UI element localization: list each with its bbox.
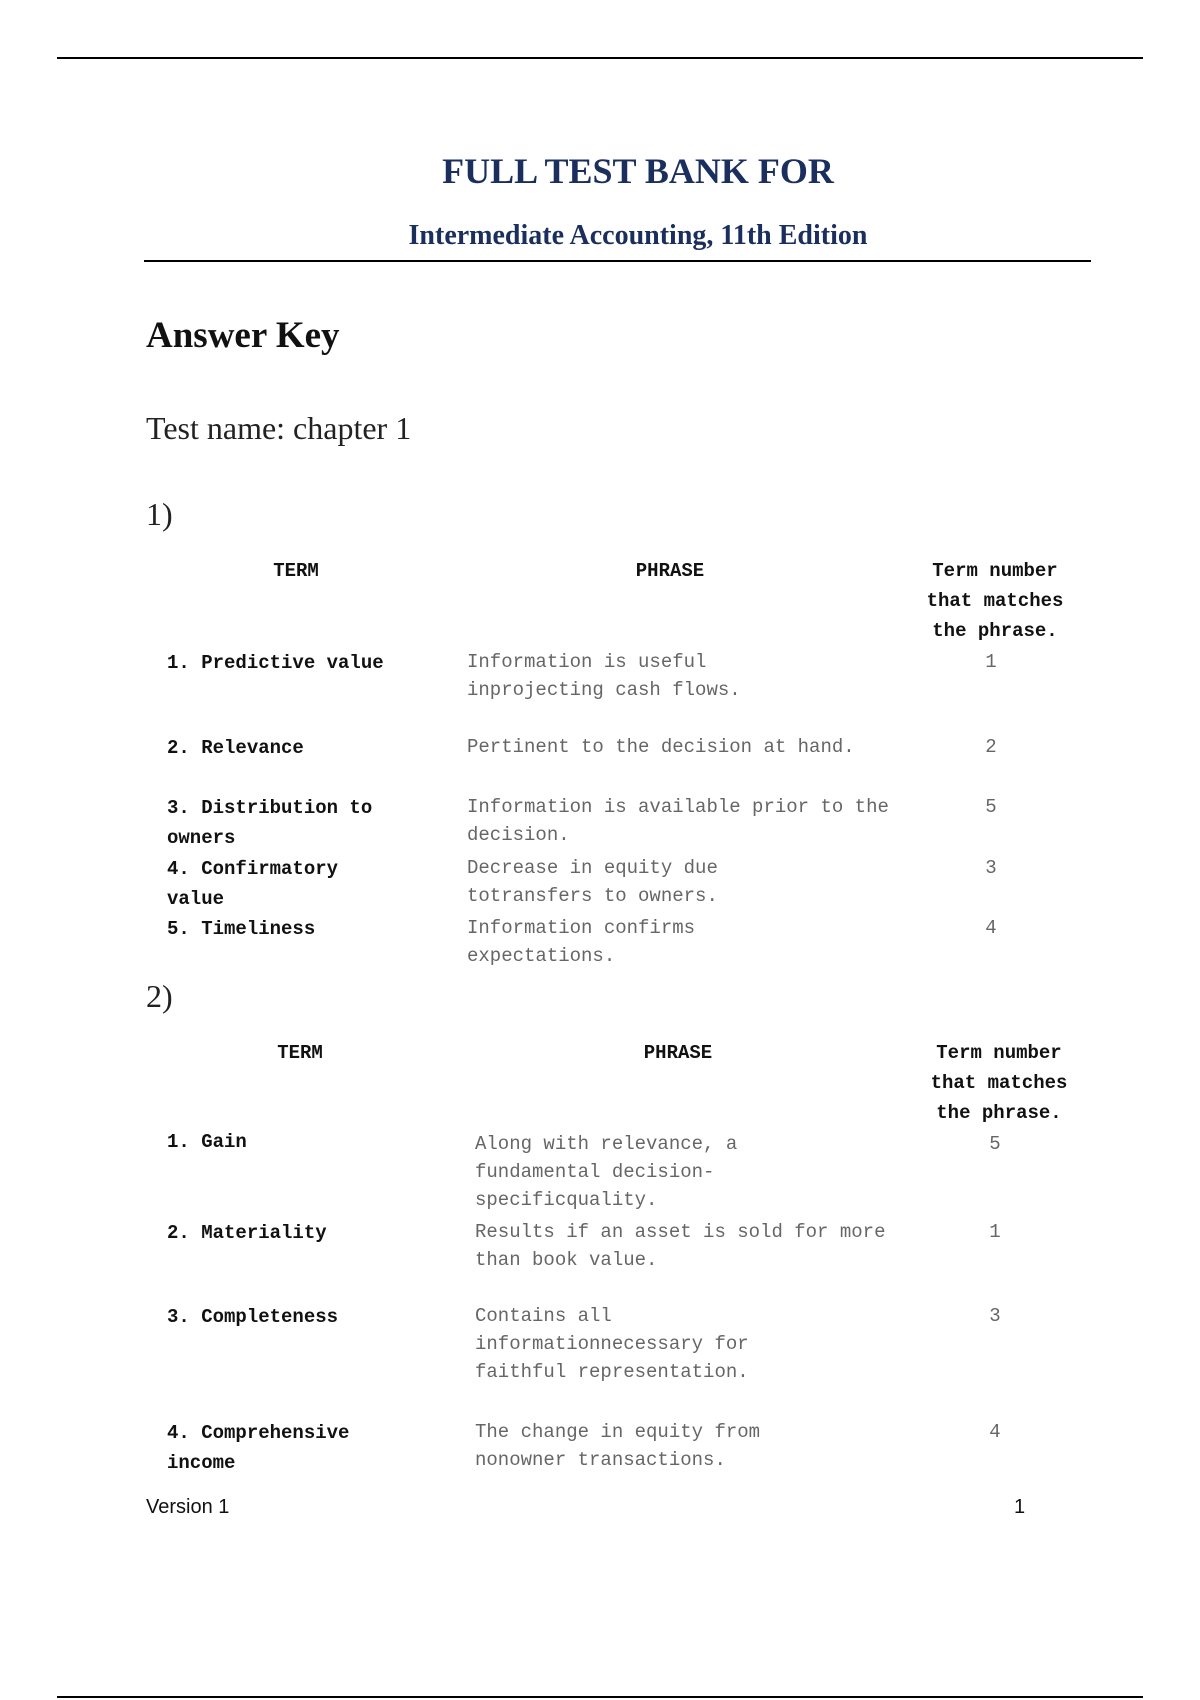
bottom-rule [57,1696,1143,1698]
q1-row-2-term: 2. Relevance [167,737,304,759]
answer-key-heading: Answer Key [146,315,340,356]
top-rule [57,57,1143,59]
q2-row-2-term: 2. Materiality [167,1222,327,1244]
footer-version: Version 1 [146,1496,230,1518]
q1-row-5-phrase: Information confirms expectations. [467,917,696,967]
q1-row-2-phrase: Pertinent to the decision at hand. [467,736,855,758]
q1-row-3-phrase: Information is available prior to the decision. [467,796,889,846]
footer-page-number: 1 [1014,1496,1026,1518]
q1-row-3-number: 5 [985,796,997,818]
book-subtitle: Intermediate Accounting, 11th Edition [408,220,868,251]
q2-row-1-number: 5 [989,1133,1001,1155]
q1-row-5-number: 4 [985,917,997,939]
q2-row-4-term: 4. Comprehensive income [167,1422,350,1474]
header-rule [144,260,1091,262]
q2-row-4-number: 4 [989,1421,1001,1443]
q1-row-4-term: 4. Confirmatory value [167,858,339,910]
q2-header-term: TERM [277,1042,323,1064]
q1-row-5-term: 5. Timeliness [167,918,316,940]
q2-row-3-number: 3 [989,1305,1001,1327]
test-name: Test name: chapter 1 [146,410,412,446]
q2-row-1-term: 1. Gain [167,1131,247,1153]
q2-row-1-phrase: Along with relevance, a fundamental decision-specificquality. [475,1133,738,1211]
q1-row-2-number: 2 [985,736,997,758]
q2-header-phrase: PHRASE [643,1042,713,1064]
q1-row-4-number: 3 [985,857,997,879]
q2-row-2-number: 1 [989,1221,1001,1243]
q1-header-match: Term number that matches the phrase. [926,560,1064,642]
q1-header-phrase: PHRASE [635,560,705,582]
q2-row-2-phrase: Results if an asset is sold for more than book value. [475,1221,886,1271]
q2-header-match: Term number that matches the phrase. [930,1042,1068,1124]
q1-row-4-phrase: Decrease in equity due totransfers to owners. [467,857,718,907]
q1-row-3-term: 3. Distribution to owners [167,797,373,849]
q1-row-1-phrase: Information is useful inprojecting cash flows. [467,651,741,701]
q1-row-1-number: 1 [985,651,997,673]
q2-row-3-term: 3. Completeness [167,1306,339,1328]
question-2-label: 2) [146,978,173,1014]
q2-row-4-phrase: The change in equity from nonowner transactions. [475,1421,761,1471]
question-1-label: 1) [146,496,173,532]
q2-row-3-phrase: Contains all informationnecessary for faithful representation. [475,1305,749,1383]
page-title: FULL TEST BANK FOR [442,151,834,191]
q1-row-1-term: 1. Predictive value [167,652,384,674]
q1-header-term: TERM [273,560,319,582]
